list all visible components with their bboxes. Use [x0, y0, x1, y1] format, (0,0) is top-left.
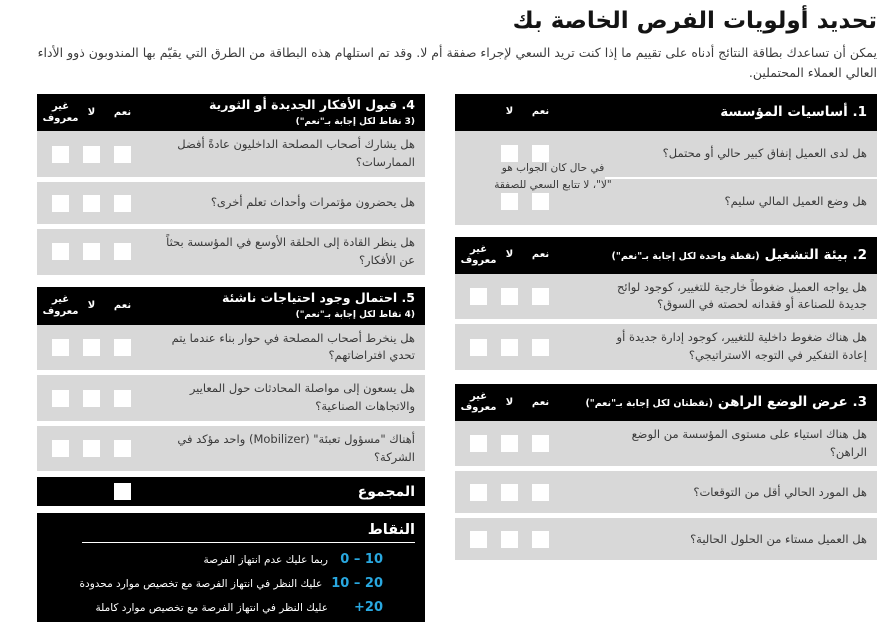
question-text-content: هل يحضرون مؤتمرات وأحداث تعلم أخرى؟: [210, 195, 415, 210]
section-4-title: [138, 97, 415, 129]
section-3-title-text: 3. عرض الوضع الراهن: [717, 393, 867, 410]
checkbox-no[interactable]: [83, 390, 100, 407]
answer-boxes: [463, 288, 556, 305]
section-operating-environment: [455, 237, 877, 370]
answer-slot-no: [76, 243, 107, 260]
question-text: [556, 279, 867, 315]
score-description: عليك النظر في انتهاز الفرصة مع تخصيص موارد كاملة: [95, 601, 328, 614]
checkbox-yes[interactable]: [532, 288, 549, 305]
scoring-row: [37, 576, 425, 593]
question-text-content: هل المورد الحالي أقل من التوقعات؟: [693, 484, 867, 499]
section-2-points-note: (نقطة واحدة لكل إجابة بـ"نعم"): [611, 250, 760, 262]
question-row: [455, 518, 877, 560]
column-label-unknown: غير معروف: [42, 101, 79, 124]
question-row: [455, 274, 877, 320]
column-label-unknown: غير معروف: [460, 390, 497, 414]
section-4-title-text: 4. قبول الأفكار الجديدة أو الثورية: [208, 96, 415, 112]
question-row: [37, 325, 425, 371]
section-4-header: [37, 94, 425, 132]
answer-slot-unknown: [463, 145, 494, 162]
checkbox-no[interactable]: [83, 440, 100, 457]
section-5-column-labels: [42, 294, 138, 317]
score-range: 0 – 10: [340, 552, 383, 568]
answer-slot-no: [494, 435, 525, 452]
section-1-header: [455, 94, 877, 131]
section-5-points-note: (4 نقاط لكل إجابة بـ"نعم"): [295, 310, 415, 321]
question-text: [556, 329, 867, 365]
section-1-title: [556, 104, 867, 121]
question-text-content: هل هناك استياء على مستوى المؤسسة من الوضع الراهن؟: [631, 426, 867, 459]
answer-boxes: [463, 193, 556, 210]
answer-slot-unknown: [45, 243, 76, 260]
checkbox-unknown[interactable]: [52, 339, 69, 356]
column-label-unknown: غير معروف: [460, 243, 497, 267]
answer-slot-yes: [525, 288, 556, 305]
scoring-legend: [37, 513, 425, 622]
section-5-title-text: 5. احتمال وجود احتياجات ناشئة: [221, 289, 415, 305]
question-text-content: هل يشارك أصحاب المصلحة الداخليون عادةً أفضل الممارسات؟: [177, 137, 415, 170]
column-right: [455, 94, 877, 622]
question-text-content: هل وضع العميل المالي سليم؟: [724, 193, 867, 208]
answer-boxes: [463, 435, 556, 452]
column-label-no: لا: [505, 249, 514, 261]
answer-slot-no: [76, 195, 107, 212]
answer-boxes: [45, 146, 138, 163]
answer-slot-yes: [107, 390, 138, 407]
answer-slot-unknown: [45, 390, 76, 407]
question-text: [556, 484, 867, 502]
question-text-content: هل يواجه العميل ضغوطاً خارجية للتغيير، كوجود لوائح جديدة للصناعة أو فقدانه لحصته في السوق؟: [616, 279, 867, 312]
score-range: 10 – 20: [331, 576, 383, 592]
question-text-content: هل هناك ضغوط داخلية للتغيير، كوجود إدارة جديدة أو إعادة التفكير في التوجه الاستراتيجي؟: [616, 330, 867, 363]
checkbox-no[interactable]: [83, 243, 100, 260]
section-5-header: [37, 287, 425, 325]
scoring-row: [37, 600, 425, 617]
section-new-ideas: [37, 94, 425, 275]
answer-slot-no: [494, 531, 525, 548]
score-range: +20: [354, 599, 383, 615]
checkbox-yes[interactable]: [114, 146, 131, 163]
question-row: [37, 426, 425, 472]
checkbox-unknown[interactable]: [470, 531, 487, 548]
question-row: [455, 421, 877, 467]
answer-boxes: [45, 243, 138, 260]
total-bar: [37, 477, 425, 506]
section-4-column-labels: [42, 101, 138, 124]
checkbox-unknown[interactable]: [52, 146, 69, 163]
question-text-content: هل العميل مستاء من الحلول الحالية؟: [690, 531, 867, 546]
checkbox-yes[interactable]: [532, 193, 549, 210]
section-3-column-labels: [460, 390, 556, 414]
scoring-title: النقاط: [367, 522, 415, 539]
section-1-title-text: 1. أساسيات المؤسسة: [720, 103, 867, 120]
checkbox-yes[interactable]: [532, 435, 549, 452]
question-row: [37, 375, 425, 421]
total-slot-empty: [76, 483, 107, 500]
column-label-yes: نعم: [531, 249, 550, 261]
checkbox-unknown[interactable]: [470, 484, 487, 501]
answer-slot-yes: [525, 193, 556, 210]
section-5-title: [138, 290, 415, 322]
checkbox-unknown[interactable]: [470, 435, 487, 452]
section-2-title: [556, 247, 867, 264]
checkbox-no[interactable]: [501, 484, 518, 501]
checkbox-unknown[interactable]: [52, 440, 69, 457]
answer-boxes: [463, 484, 556, 501]
answer-slot-yes: [525, 435, 556, 452]
checkbox-yes[interactable]: [114, 243, 131, 260]
total-score-box[interactable]: [114, 483, 131, 500]
checkbox-no[interactable]: [501, 193, 518, 210]
total-label: المجموع: [357, 483, 415, 500]
column-label-yes: نعم: [113, 299, 132, 311]
answer-slot-yes: [525, 484, 556, 501]
page-title: تحديد أولويات الفرص الخاصة بك: [512, 8, 877, 34]
column-label-no: لا: [87, 106, 96, 118]
answer-slot-yes: [107, 243, 138, 260]
question-text-content: هل ينخرط أصحاب المصلحة في حوار بناء عندما يتم تحدي افتراضاتهم؟: [171, 330, 415, 363]
column-label-yes: نعم: [113, 106, 132, 118]
answer-slot-yes: [525, 531, 556, 548]
answer-slot-unknown: [45, 195, 76, 212]
score-description: عليك النظر في انتهاز الفرصة مع تخصيص موارد محدودة: [79, 578, 323, 591]
answer-slot-yes: [107, 440, 138, 457]
section-3-title: [556, 394, 867, 411]
question-row: [455, 471, 877, 513]
checkbox-yes[interactable]: [114, 390, 131, 407]
question-row: [455, 324, 877, 370]
column-label-no: لا: [87, 299, 96, 311]
checkbox-yes[interactable]: [114, 339, 131, 356]
answer-slot-unknown: [45, 146, 76, 163]
checkbox-no[interactable]: [501, 288, 518, 305]
column-left: [37, 94, 425, 622]
scoring-rule: [82, 542, 415, 543]
section-organization-basics: [455, 94, 877, 225]
score-description: ربما عليك عدم انتهاز الفرصة: [203, 554, 328, 567]
question-text-content: هل ينظر القادة إلى الحلقة الأوسع في المؤسسة بحثاً عن الأفكار؟: [166, 235, 415, 267]
checkbox-no[interactable]: [83, 195, 100, 212]
question-text: [138, 136, 415, 172]
answer-slot-unknown: [463, 288, 494, 305]
section-3-header: [455, 384, 877, 421]
column-label-unknown: غير معروف: [42, 294, 79, 317]
column-label-no: لا: [505, 106, 514, 118]
answer-boxes: [45, 390, 138, 407]
checkbox-yes[interactable]: [114, 440, 131, 457]
question-row: [37, 229, 425, 275]
checkbox-no[interactable]: [501, 531, 518, 548]
checkbox-yes[interactable]: [532, 339, 549, 356]
checkbox-no[interactable]: [501, 435, 518, 452]
question-text: [138, 234, 415, 270]
column-slot-unknown: [463, 106, 494, 118]
answer-slot-unknown: [463, 531, 494, 548]
no-answer-note: في حال كان الجواب هو "لا"، لا تتابع السعي للصفقة: [494, 161, 612, 192]
answer-slot-no: [494, 339, 525, 356]
section-status-quo: [455, 384, 877, 561]
question-text: [556, 531, 867, 549]
answer-slot-unknown: [463, 484, 494, 501]
question-row: [37, 182, 425, 224]
scoring-row: [37, 552, 425, 569]
answer-slot-no: [494, 484, 525, 501]
answer-slot-yes: [107, 195, 138, 212]
question-text-content: أهناك "مسؤول تعبئة" (Mobilizer) واحد مؤكد في الشركة؟: [177, 431, 415, 464]
answer-slot-yes: [525, 339, 556, 356]
answer-slot-unknown: [45, 440, 76, 457]
checkbox-unknown[interactable]: [52, 195, 69, 212]
answer-slot-unknown: [463, 339, 494, 356]
answer-slot-no: [76, 146, 107, 163]
question-text: [556, 426, 867, 462]
question-text-content: هل لدى العميل إنفاق كبير حالي أو محتمل؟: [662, 145, 867, 160]
question-row: [37, 131, 425, 177]
section-1-column-labels: [463, 106, 556, 118]
question-text: [138, 431, 415, 467]
answer-boxes: [463, 339, 556, 356]
answer-slot-no: [76, 440, 107, 457]
checkbox-yes[interactable]: [532, 484, 549, 501]
answer-slot-no: [76, 390, 107, 407]
total-slot-empty: [45, 483, 76, 500]
answer-boxes: [45, 339, 138, 356]
checkbox-unknown[interactable]: [52, 390, 69, 407]
answer-boxes: [463, 531, 556, 548]
question-text: [138, 380, 415, 416]
checkbox-unknown[interactable]: [52, 243, 69, 260]
page-subtitle: يمكن أن تساعدك بطاقة النتائج أدناه على تقييم ما إذا كنت تريد السعي لإجراء صفقة أم لا. وقد تم استلهام هذه البطاقة من الطرق التي يقيّم بها المندوبون ذوو الأداء العالي العملاء المحتملين.: [37, 44, 877, 80]
section-2-column-labels: [460, 243, 556, 267]
answer-slot-no: [76, 339, 107, 356]
column-label-no: لا: [505, 396, 514, 408]
checkbox-unknown[interactable]: [470, 339, 487, 356]
question-text: [138, 330, 415, 366]
answer-slot-no: [494, 288, 525, 305]
question-text-content: هل يسعون إلى مواصلة المحادثات حول المعايير والاتجاهات الصناعية؟: [189, 381, 415, 414]
answer-slot-yes: [107, 339, 138, 356]
section-1-body: [455, 131, 877, 225]
answer-slot-no: [494, 193, 525, 210]
checkbox-yes[interactable]: [114, 195, 131, 212]
answer-slot-yes: [107, 146, 138, 163]
section-2-header: [455, 237, 877, 274]
answer-slot-unknown: [463, 193, 494, 210]
column-label-yes: نعم: [531, 396, 550, 408]
section-2-title-text: 2. بيئة التشغيل: [764, 246, 867, 263]
section-4-points-note: (3 نقاط لكل إجابة بـ"نعم"): [295, 117, 415, 128]
checkbox-yes[interactable]: [532, 531, 549, 548]
question-text: [138, 194, 415, 212]
checkbox-no[interactable]: [501, 339, 518, 356]
total-slot: [107, 483, 138, 500]
checkbox-no[interactable]: [83, 339, 100, 356]
section-emerging-needs: [37, 287, 425, 472]
answer-slot-unknown: [463, 435, 494, 452]
answer-boxes: [45, 440, 138, 457]
total-boxes: [45, 483, 138, 500]
column-label-yes: نعم: [531, 106, 550, 118]
checkbox-no[interactable]: [83, 146, 100, 163]
columns-container: [37, 94, 877, 622]
answer-slot-unknown: [45, 339, 76, 356]
checkbox-unknown[interactable]: [470, 288, 487, 305]
section-3-points-note: (نقطتان لكل إجابة بـ"نعم"): [585, 397, 713, 409]
answer-boxes: [45, 195, 138, 212]
